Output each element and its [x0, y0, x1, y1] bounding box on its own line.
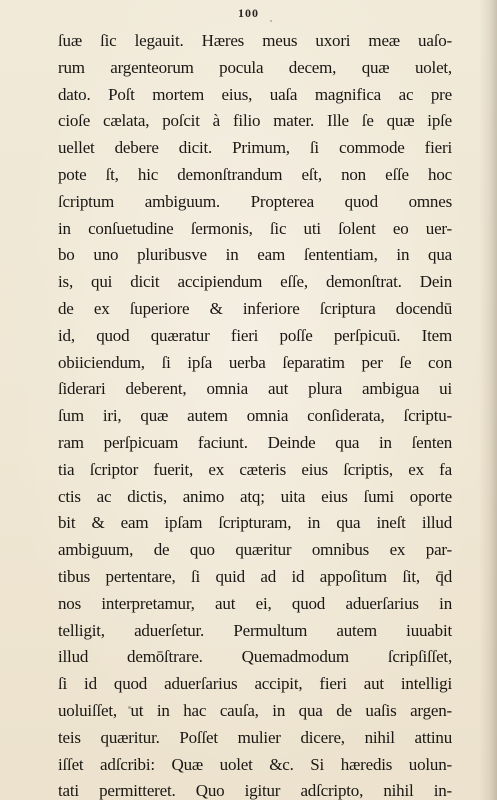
- text-line: cioſe cælata, poſcit à filio mater. Ille ſe quæ ipſe: [58, 111, 452, 131]
- text-line: ram perſpicuam faciunt. Deinde qua in ſenten: [58, 432, 452, 452]
- text-line: in conſuetudine ſermonis, ſic uti ſolent eo uer-: [58, 218, 452, 238]
- text-line: ſiderari deberent, omnia aut plura ambigua ui: [58, 379, 452, 399]
- text-line: telligit, aduerſetur. Permultum autem iuuabit: [58, 620, 452, 640]
- text-line: iſſet adſcribi: Quæ uolet &c. Si hæredis uolun-: [58, 754, 452, 774]
- text-line: tia ſcriptor fuerit, ex cæteris eius ſcriptis, ex fa: [58, 459, 452, 479]
- text-line: ſum iri, quæ autem omnia conſiderata, ſcriptu-: [58, 406, 452, 426]
- text-line: is, qui dicit accipiendum eſſe, demonſtrat. Dein: [58, 272, 452, 292]
- ink-speck: [270, 20, 272, 22]
- text-line: tati permitteret. Quo igitur adſcripto, nihil in-: [58, 781, 452, 800]
- text-line: ſcriptum ambiguum. Propterea quod omnes: [58, 191, 452, 211]
- text-line: illud demōſtrare. Quemadmodum ſcripſiſſet,: [58, 647, 452, 667]
- text-line: obiiciendum, ſi ipſa uerba ſeparatim per ſe con: [58, 352, 452, 372]
- text-line: dato. Poſt mortem eius, uaſa magnifica ac pre: [58, 84, 452, 104]
- body-text: [58, 28, 452, 800]
- text-line: teis quæritur. Poſſet mulier dicere, nihil attinu: [58, 727, 452, 747]
- text-line: id, quod quæratur fieri poſſe perſpicuū. Item: [58, 325, 452, 345]
- text-line: bo uno pluribusve in eam ſententiam, in qua: [58, 245, 452, 265]
- text-line: ambiguum, de quo quæritur omnibus ex par-: [58, 540, 452, 560]
- text-line: nos interpretamur, aut ei, quod aduerſarius in: [58, 593, 452, 613]
- text-line: uoluiſſet, ut in hac cauſa, in qua de uaſis argen-: [58, 700, 452, 720]
- text-line: ctis ac dictis, animo atq; uita eius ſumi oporte: [58, 486, 452, 506]
- text-line: bit & eam ipſam ſcripturam, in qua ineſt illud: [58, 513, 452, 533]
- text-line: uellet debere dicit. Primum, ſi commode fieri: [58, 138, 452, 158]
- text-line: pote ſt, hic demonſtrandum eſt, non eſſe hoc: [58, 164, 452, 184]
- text-line: ſi id quod aduerſarius accipit, fieri aut intelligi: [58, 674, 452, 694]
- page-number: 100: [238, 6, 259, 20]
- ink-speck: [128, 706, 131, 709]
- text-line: de ex ſuperiore & inferiore ſcriptura docendū: [58, 298, 452, 318]
- text-line: ſuæ ſic legauit. Hæres meus uxori meæ uaſo-: [58, 31, 452, 50]
- text-line: rum argenteorum pocula decem, quæ uolet,: [58, 57, 452, 77]
- ink-speck: [140, 713, 142, 715]
- page-edge-shadow: [479, 0, 497, 800]
- text-line: tibus pertentare, ſi quid ad id appoſitum ſit, q̄d: [58, 566, 452, 586]
